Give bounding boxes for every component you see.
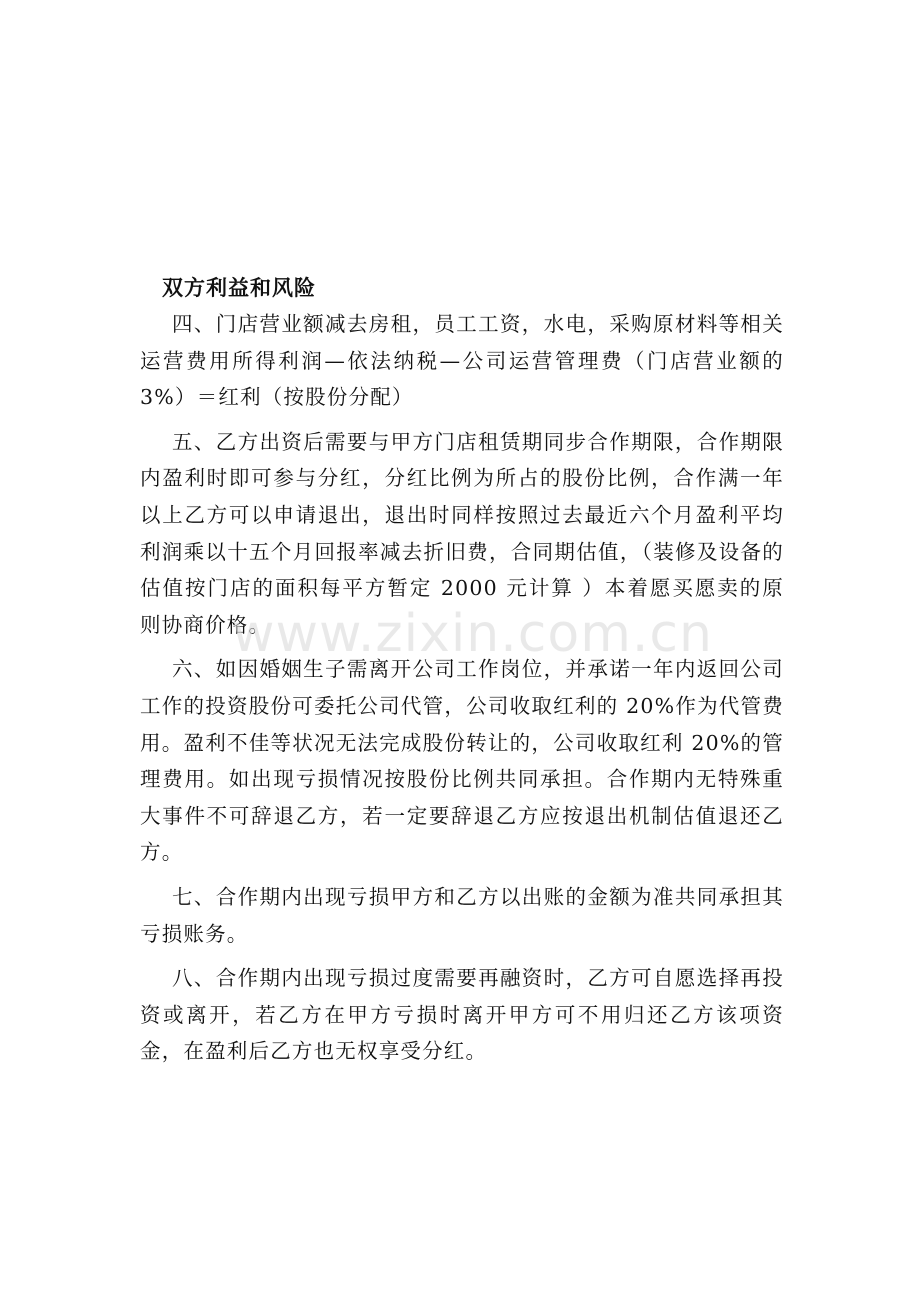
section-heading: 双方利益和风险 — [162, 275, 316, 300]
clause-eight: 八、合作期内出现亏损过度需要再融资时，乙方可自愿选择再投资或离开，若乙方在甲方亏损时离开甲方可不用归还乙方该项资金，在盈利后乙方也无权享受分红。 — [140, 966, 784, 1064]
clause-six: 六、如因婚姻生子需离开公司工作岗位，并承诺一年内返回公司工作的投资股份可委托公司代管，公司收取红利的 20%作为代管费用。盈利不佳等状况无法完成股份转让的，公司收取红利 20%的管理费用。如出现亏损情况按股份比例共同承担。合作期内无特殊重大事件不可辞退乙方，若一定要辞退乙方应按退出机制估值退还乙方。 — [140, 657, 784, 865]
clause-five: 五、乙方出资后需要与甲方门店租赁期同步合作期限，合作期限内盈利时即可参与分红，分红比例为所占的股份比例，合作满一年以上乙方可以申请退出，退出时同样按照过去最近六个月盈利平均利润乘以十五个月回报率减去折旧费，合同期估值，（装修及设备的估值按门店的面积每平方暂定 2000 元计算 ）本着愿买愿卖的原则协商价格。 — [140, 429, 784, 637]
site-watermark: www.zixin.com.cn — [232, 604, 713, 664]
clause-seven: 七、合作期内出现亏损甲方和乙方以出账的金额为准共同承担其亏损账务。 — [140, 884, 784, 946]
document-body — [140, 270, 784, 1078]
clause-four: 四、门店营业额减去房租，员工工资，水电，采购原材料等相关运营费用所得利润—依法纳税—公司运营管理费（门店营业额的 3%）＝红利（按股份分配） — [140, 312, 784, 410]
